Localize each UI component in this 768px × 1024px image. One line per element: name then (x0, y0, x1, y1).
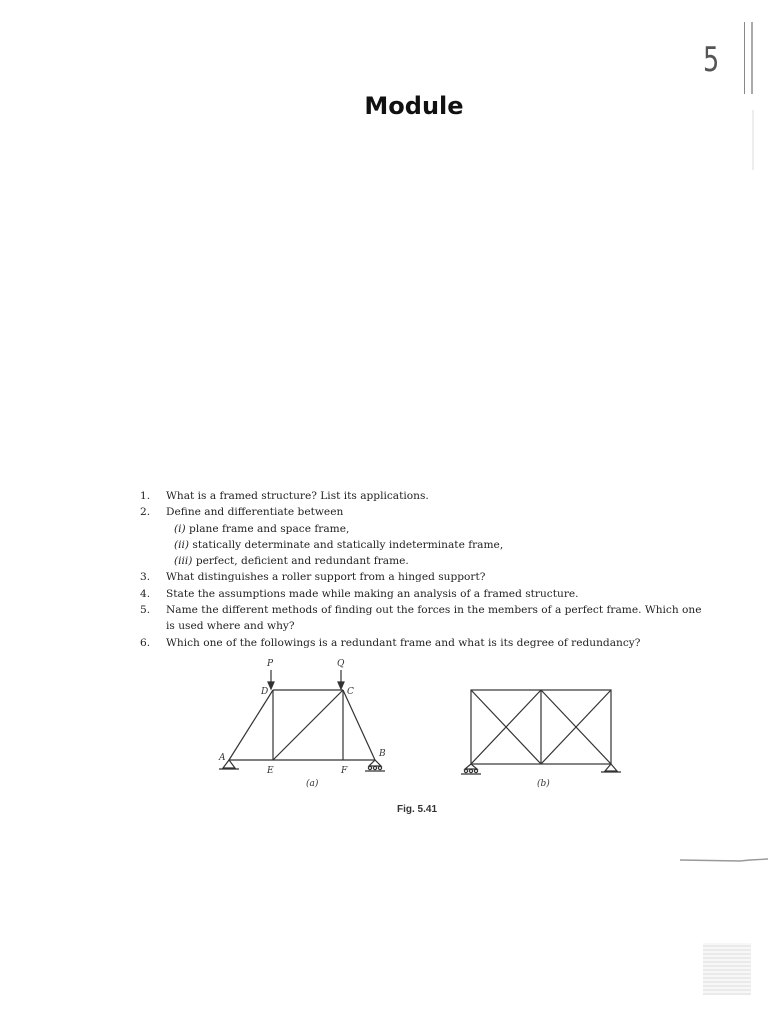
question-5 (140, 602, 710, 635)
subitem-text: statically determinate and statically indeterminate frame, (192, 538, 504, 551)
subitem-label: (ii) (174, 538, 190, 551)
node-d-label: D (261, 687, 269, 697)
subitem-text: plane frame and space frame, (189, 522, 350, 535)
subitem-label: (i) (174, 522, 186, 535)
frame-a-label: (a) (306, 779, 319, 789)
subitem-label: (iii) (174, 555, 193, 568)
question-number: 2. (140, 506, 151, 519)
subitem-text: perfect, deficient and redundant frame. (195, 555, 409, 568)
question-1 (140, 488, 710, 504)
question-text: Name the different methods of finding out the forces in the members of a perfect frame. Which one is used where and why? (166, 604, 702, 633)
module-title: Module (364, 92, 464, 120)
member-ec (273, 690, 343, 760)
question-number: 1. (140, 490, 151, 502)
question-list (140, 488, 710, 651)
frame-b (461, 690, 621, 774)
roller-support-icon (369, 760, 381, 766)
page-number: 5 (703, 40, 720, 80)
question-2-subitem-i (140, 521, 710, 537)
member-cb (343, 690, 375, 760)
load-p-label: P (267, 659, 274, 669)
load-q-label: Q (337, 659, 345, 669)
hinge-support-icon (605, 764, 617, 771)
arrow-head-icon (268, 682, 274, 689)
roller-support-icon (465, 764, 477, 769)
question-number: 5. (140, 604, 151, 617)
question-2-subitem-iii (140, 553, 710, 569)
question-2 (140, 504, 710, 520)
question-2-subitem-ii (140, 537, 710, 553)
figure-caption: Fig. 5.41 (397, 804, 438, 815)
node-a-label: A (219, 753, 226, 763)
question-6 (140, 635, 710, 651)
question-text: Which one of the followings is a redundant frame and what is its degree of redundancy? (166, 636, 641, 649)
scan-artifact (680, 858, 768, 862)
question-text: What is a framed structure? List its applications. (166, 490, 429, 502)
frame-b-label: (b) (537, 779, 550, 789)
arrow-head-icon (338, 682, 344, 689)
node-c-label: C (347, 687, 354, 697)
question-3 (140, 569, 710, 585)
frame-a (219, 670, 385, 771)
question-text: State the assumptions made while making an analysis of a framed structure. (166, 587, 579, 600)
scan-artifact-patch (703, 943, 751, 995)
binding-edge (744, 22, 753, 94)
node-e-label: E (267, 766, 274, 776)
question-text: Define and differentiate between (166, 506, 344, 519)
question-number: 4. (140, 587, 151, 600)
node-f-label: F (341, 766, 348, 776)
question-number: 6. (140, 636, 151, 649)
node-b-label: B (379, 749, 386, 759)
truss-figure (215, 652, 635, 812)
question-text: What distinguishes a roller support from a hinged support? (166, 571, 486, 584)
question-4 (140, 586, 710, 602)
question-number: 3. (140, 571, 151, 584)
member-ad (229, 690, 273, 760)
